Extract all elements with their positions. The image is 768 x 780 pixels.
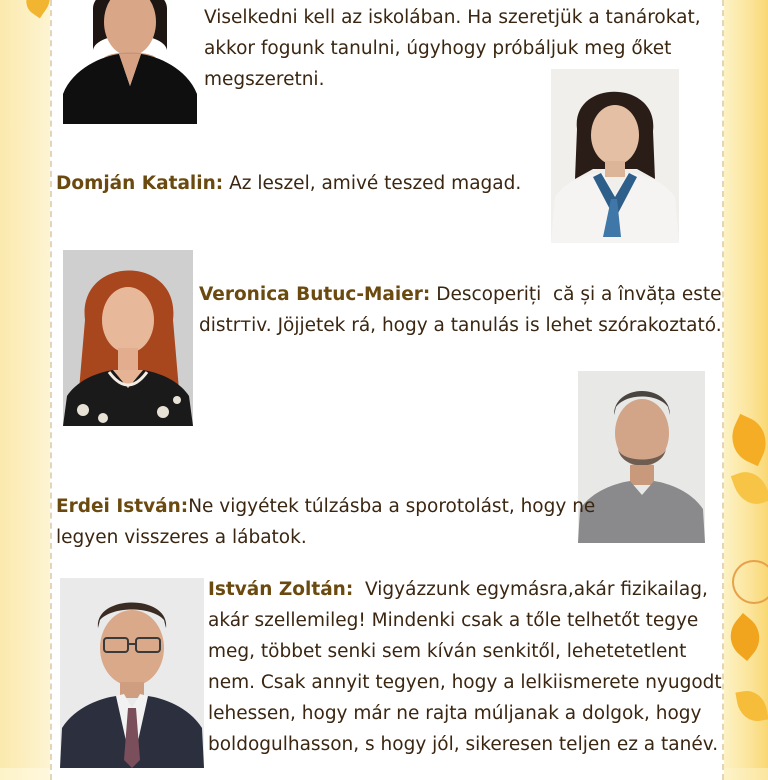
quote-text: Ne vigyétek túlzásba a sporotolást, hogy ne — [188, 496, 596, 517]
quote-block-istvan-zoltan — [208, 574, 722, 760]
quote-block-domjan-katalin — [56, 168, 521, 199]
person-name: Erdei István: — [56, 496, 189, 517]
quote-line: meg, többet senki sem kíván senkitől, lehetetetlent — [208, 641, 687, 662]
right-border-decoration — [724, 0, 768, 768]
portrait-image — [60, 578, 204, 768]
leaf-decoration — [731, 466, 768, 510]
quote-line: akkor fogunk tanulni, úgyhogy próbáljuk meg őket — [204, 38, 672, 59]
quote-line: boldogulhasson, s hogy jól, sikeresen teljen ez a tanév. — [208, 734, 719, 755]
quote-line: nem. Csak annyit tegyen, hogy a lelkiismerete nyugodt — [208, 672, 722, 693]
portrait-image — [578, 371, 705, 543]
quote-block-veronica-butuc-maier — [199, 279, 722, 341]
left-border-decoration — [0, 0, 50, 768]
quote-text: Az leszel, amivé teszed magad. — [223, 173, 522, 194]
leaf-decoration — [724, 414, 768, 466]
quote-block-erdei-istvan — [56, 491, 595, 553]
portrait-image — [63, 250, 193, 426]
quote-line: megszeretni. — [204, 69, 325, 90]
person-name: Domján Katalin: — [56, 173, 224, 194]
quote-line: akár szellemileg! Mindenki csak a tőle telhetőt tegye — [208, 610, 699, 631]
portrait-image — [63, 0, 197, 124]
leaf-decoration — [724, 613, 768, 661]
portrait-photo-1 — [63, 0, 197, 124]
person-name: István Zoltán: — [208, 579, 354, 600]
person-name: Veronica Butuc-Maier: — [199, 284, 431, 305]
swirl-decoration — [732, 560, 768, 604]
quote-text: Vigyázzunk egymásra,akár fizikailag, — [353, 579, 708, 600]
portrait-photo-domjan-katalin — [551, 69, 679, 243]
quote-line: legyen visszeres a lábatok. — [56, 527, 307, 548]
quote-line: distrтiv. Jöjjetek rá, hogy a tanulás is lehet szórakoztató. — [199, 315, 722, 336]
leaf-decoration — [735, 688, 768, 724]
quote-text: Descoperiți că și a învăța este — [430, 284, 722, 305]
portrait-photo-erdei-istvan — [578, 371, 705, 543]
quote-line: lehessen, hogy már ne rajta múljanak a dolgok, hogy — [208, 703, 702, 724]
portrait-photo-veronica-butuc-maier — [63, 250, 193, 426]
portrait-photo-istvan-zoltan — [60, 578, 204, 768]
portrait-image — [551, 69, 679, 243]
quote-block-1 — [204, 2, 701, 95]
quote-line: Viselkedni kell az iskolában. Ha szeretjük a tanárokat, — [204, 7, 701, 28]
